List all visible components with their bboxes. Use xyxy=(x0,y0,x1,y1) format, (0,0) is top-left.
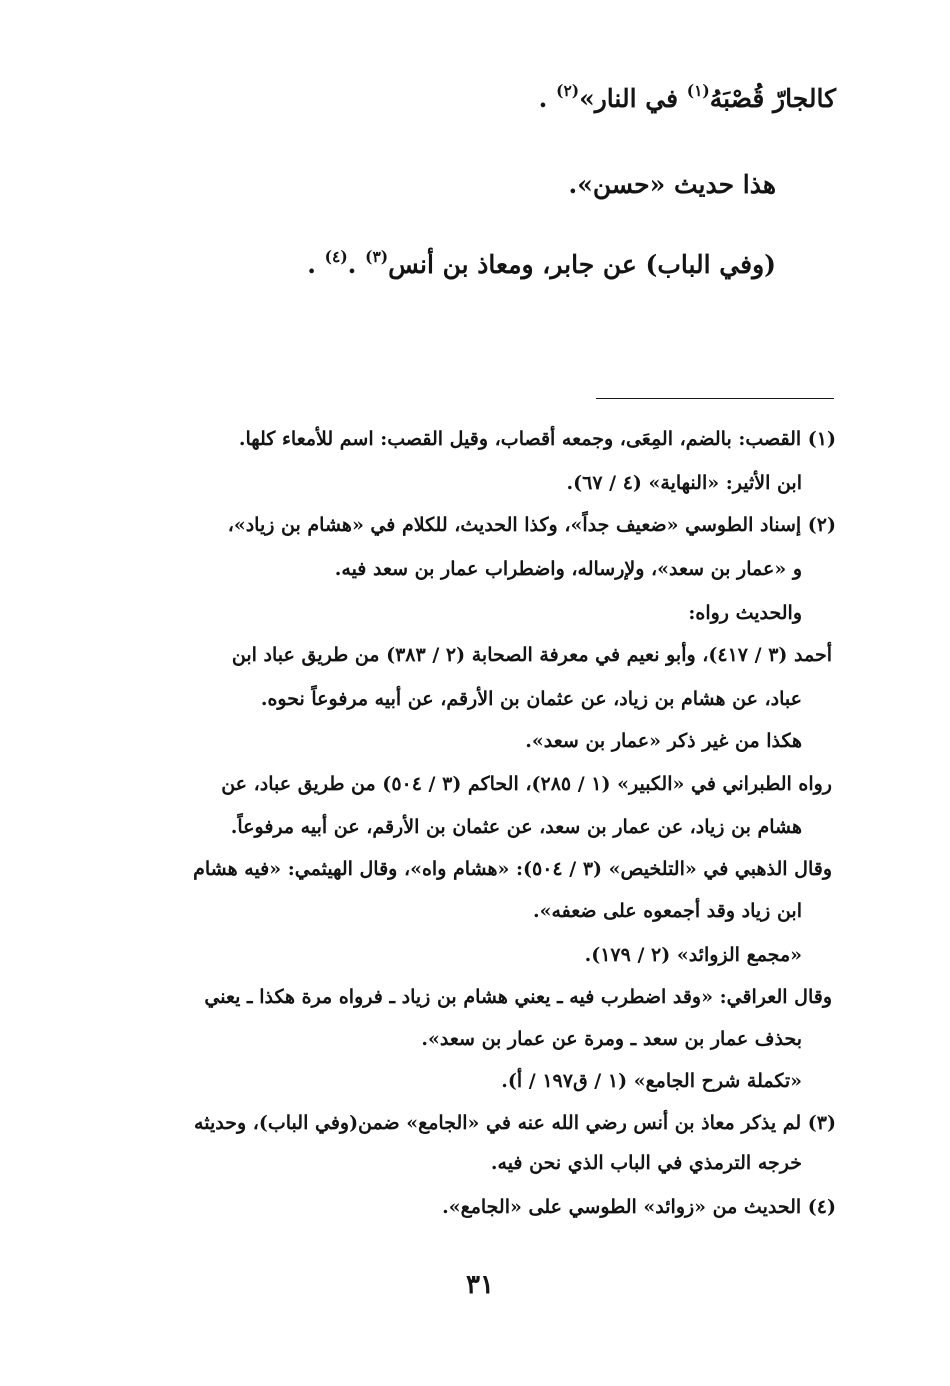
footnote-line: عباد، عن هشام بن زياد، عن عثمان بن الأرقم، عن أبيه مرفوعاً نحوه. xyxy=(260,688,802,710)
footnote-line: بحذف عمار بن سعد ـ ومرة عن عمار بن سعد». xyxy=(421,1028,802,1050)
footnote-line: أحمد (٣ / ٤١٧)، وأبو نعيم في معرفة الصحابة (٢ / ٣٨٣) من طريق عباد ابن xyxy=(231,644,832,666)
footnote-line: و «عمار بن سعد»، ولإرساله، واضطراب عمار بن سعد فيه. xyxy=(334,558,802,580)
footnote-line: خرجه الترمذي في الباب الذي نحن فيه. xyxy=(490,1152,802,1174)
footnote-line: (١) القصب: بالضم، المِعَى، وجمعه أقصاب، وقيل القصب: اسم للأمعاء كلها. xyxy=(238,428,836,450)
footnote-line: «تكملة شرح الجامع» (١ / ق١٩٧ / أ). xyxy=(501,1070,802,1092)
main-text-line-2: هذا حديث «حسن». xyxy=(568,170,776,199)
footnote-separator xyxy=(596,398,834,399)
footnote-ref-2: (٢) xyxy=(556,81,580,101)
main-text-end: . xyxy=(307,250,325,279)
footnote-ref-4: (٤) xyxy=(324,247,348,267)
main-text-line-1 xyxy=(538,81,836,113)
footnote-ref-3: (٣) xyxy=(365,247,389,267)
footnote-line: وقال العراقي: «وقد اضطرب فيه ـ يعني هشام بن زياد ـ فرواه مرة هكذا ـ يعني xyxy=(204,986,832,1008)
page-number: ٣١ xyxy=(466,1270,494,1300)
main-text-end: . xyxy=(538,84,557,113)
footnote-line: (٤) الحديث من «زوائد» الطوسي على «الجامع». xyxy=(442,1196,836,1218)
main-text-segment: في النار» xyxy=(579,84,687,113)
main-text-line-3 xyxy=(307,247,776,279)
footnote-line: «مجمع الزوائد» (٢ / ١٧٩). xyxy=(584,944,802,966)
footnote-line: هكذا من غير ذكر «عمار بن سعد». xyxy=(525,730,802,752)
main-text-segment: كالجارّ قُصْبَهُ xyxy=(709,84,836,113)
footnote-line: هشام بن زياد، عن عمار بن سعد، عن عثمان بن الأرقم، عن أبيه مرفوعاً. xyxy=(230,816,802,838)
footnote-line: (٢) إسناد الطوسي «ضعيف جداً»، وكذا الحديث، للكلام في «هشام بن زياد»، xyxy=(227,514,836,536)
main-text-segment: . xyxy=(347,250,366,279)
footnote-ref-1: (١) xyxy=(686,81,710,101)
footnote-line: رواه الطبراني في «الكبير» (١ / ٢٨٥)، الحاكم (٣ / ٥٠٤) من طريق عباد، عن xyxy=(221,773,832,795)
footnote-line: (٣) لم يذكر معاذ بن أنس رضي الله عنه في «الجامع» ضمن(وفي الباب)، وحديثه xyxy=(194,1112,836,1134)
footnote-line: والحديث رواه: xyxy=(688,602,802,624)
footnote-line: وقال الذهبي في «التلخيص» (٣ / ٥٠٤): «هشام واه»، وقال الهيثمي: «فيه هشام xyxy=(193,858,832,880)
footnote-line: ابن زياد وقد أجمعوه على ضعفه». xyxy=(532,900,802,922)
main-text-segment: (وفي الباب) عن جابر، ومعاذ بن أنس xyxy=(388,250,776,279)
footnote-line: ابن الأثير: «النهاية» (٤ / ٦٧). xyxy=(566,472,802,494)
